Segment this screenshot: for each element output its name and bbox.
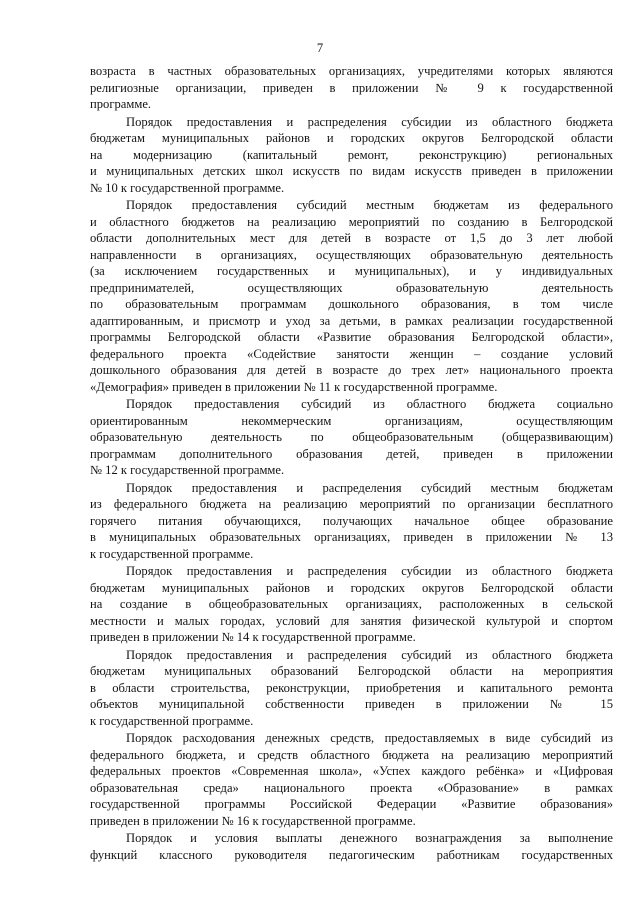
paragraph: [90, 730, 613, 829]
text-line: «Демография» приведен в приложении № 11 к государственной программе.: [90, 379, 498, 394]
text-line: бюджетам муниципальных образований Белгородской области на мероприятия: [90, 664, 613, 678]
text-line: программы Белгородской области «Развитие образования Белгородской области»,: [90, 330, 613, 344]
text-line: на модернизацию (капитальный ремонт, реконструкцию) региональных: [90, 147, 613, 162]
text-line: Порядок предоставления и распределения субсидий местным бюджетам: [126, 480, 613, 495]
text-line: программе.: [90, 97, 152, 111]
text-line: Порядок предоставления субсидий из областного бюджета социально: [126, 397, 613, 411]
text-line: на создание в общеобразовательных организациях, расположенных в сельской: [90, 597, 613, 611]
text-line: Порядок предоставления и распределения субсидий из областного бюджета: [126, 647, 613, 662]
paragraph: [90, 647, 613, 730]
text-line: федерального бюджета, и средств областного бюджета на реализацию мероприятий: [90, 747, 613, 762]
paragraph: [90, 480, 613, 563]
text-line: религиозные организации, приведен в приложении № 9 к государственной: [90, 80, 613, 95]
text-line: № 10 к государственной программе.: [90, 180, 285, 195]
text-line: (за исключением государственных и муниципальных), и у индивидуальных: [90, 264, 613, 278]
text-line: в области строительства, реконструкции, приобретения и капитального ремонта: [90, 680, 613, 695]
text-line: и областного бюджетов на реализацию мероприятий по созданию в Белгородской: [90, 214, 613, 229]
text-line: к государственной программе.: [90, 713, 254, 728]
text-line: ориентированным некоммерческим организациям, осуществляющим: [90, 413, 613, 428]
text-line: государственной программы Российской Федерации «Развитие образования»: [90, 797, 613, 811]
text-line: объектов муниципальной собственности приведен в приложении № 15: [90, 697, 613, 711]
text-line: и муниципальных детских школ искусств по видам искусств приведен в приложении: [90, 164, 613, 178]
document-body: [90, 63, 613, 864]
text-line: Порядок предоставления и распределения субсидии из областного бюджета: [126, 564, 613, 578]
paragraph: [90, 830, 613, 863]
text-line: Порядок предоставления и распределения субсидии из областного бюджета: [126, 114, 613, 129]
paragraph: [90, 396, 613, 479]
page-number: 7: [316, 41, 324, 55]
text-line: бюджетам муниципальных районов и городских округов Белгородской области: [90, 580, 613, 595]
text-line: Порядок и условия выплаты денежного вознаграждения за выполнение: [126, 831, 613, 845]
text-line: по образовательным программам дошкольного образования, в том числе: [90, 297, 613, 311]
text-line: адаптированным, и присмотр и уход за детьми, в рамках реализации государственной: [90, 313, 613, 328]
text-line: № 12 к государственной программе.: [90, 463, 285, 477]
text-line: к государственной программе.: [90, 546, 254, 561]
text-line: функций классного руководителя педагогическим работникам государственных: [90, 847, 613, 862]
text-line: программам дополнительного образования детей, приведен в приложении: [90, 446, 613, 461]
text-line: образовательная среда» национального проекта «Образование» в рамках: [90, 780, 613, 795]
text-line: в муниципальных образовательных организациях, приведен в приложении № 13: [90, 530, 613, 544]
text-line: направленности в организациях, осуществляющих образовательную деятельность: [90, 247, 613, 262]
text-line: дошкольного образования для детей в возрасте до трех лет» национального проекта: [90, 363, 613, 377]
text-line: образовательную деятельность по общеобразовательным (общеразвивающим): [90, 430, 613, 444]
text-line: Порядок предоставления субсидий местным бюджетам из федерального: [126, 198, 613, 212]
text-line: горячего питания обучающихся, получающих начальное общее образование: [90, 513, 613, 528]
paragraph: [90, 563, 613, 646]
text-line: федеральных проектов «Современная школа», «Успех каждого ребёнка» и «Цифровая: [90, 764, 613, 778]
text-line: приведен в приложении № 14 к государственной программе.: [90, 630, 416, 644]
text-line: федерального проекта «Содействие занятости женщин – создание условий: [90, 346, 613, 361]
text-line: возраста в частных образовательных организациях, учредителями которых являются: [90, 64, 613, 78]
text-line: местности и малых городах, условий для занятия физической культурой и спортом: [90, 613, 613, 628]
paragraph: [90, 114, 613, 197]
text-line: Порядок расходования денежных средств, предоставляемых в виде субсидий из: [126, 731, 613, 745]
text-line: бюджетам муниципальных районов и городских округов Белгородской области: [90, 131, 613, 145]
text-line: из федерального бюджета на реализацию мероприятий по организации бесплатного: [90, 497, 613, 511]
paragraph: [90, 197, 613, 395]
paragraph: [90, 63, 613, 113]
text-line: приведен в приложении № 16 к государственной программе.: [90, 813, 416, 828]
text-line: области дополнительных мест для детей в возрасте от 1,5 до 3 лет любой: [90, 231, 613, 245]
text-line: предпринимателей, осуществляющих образовательную деятельность: [90, 280, 613, 295]
